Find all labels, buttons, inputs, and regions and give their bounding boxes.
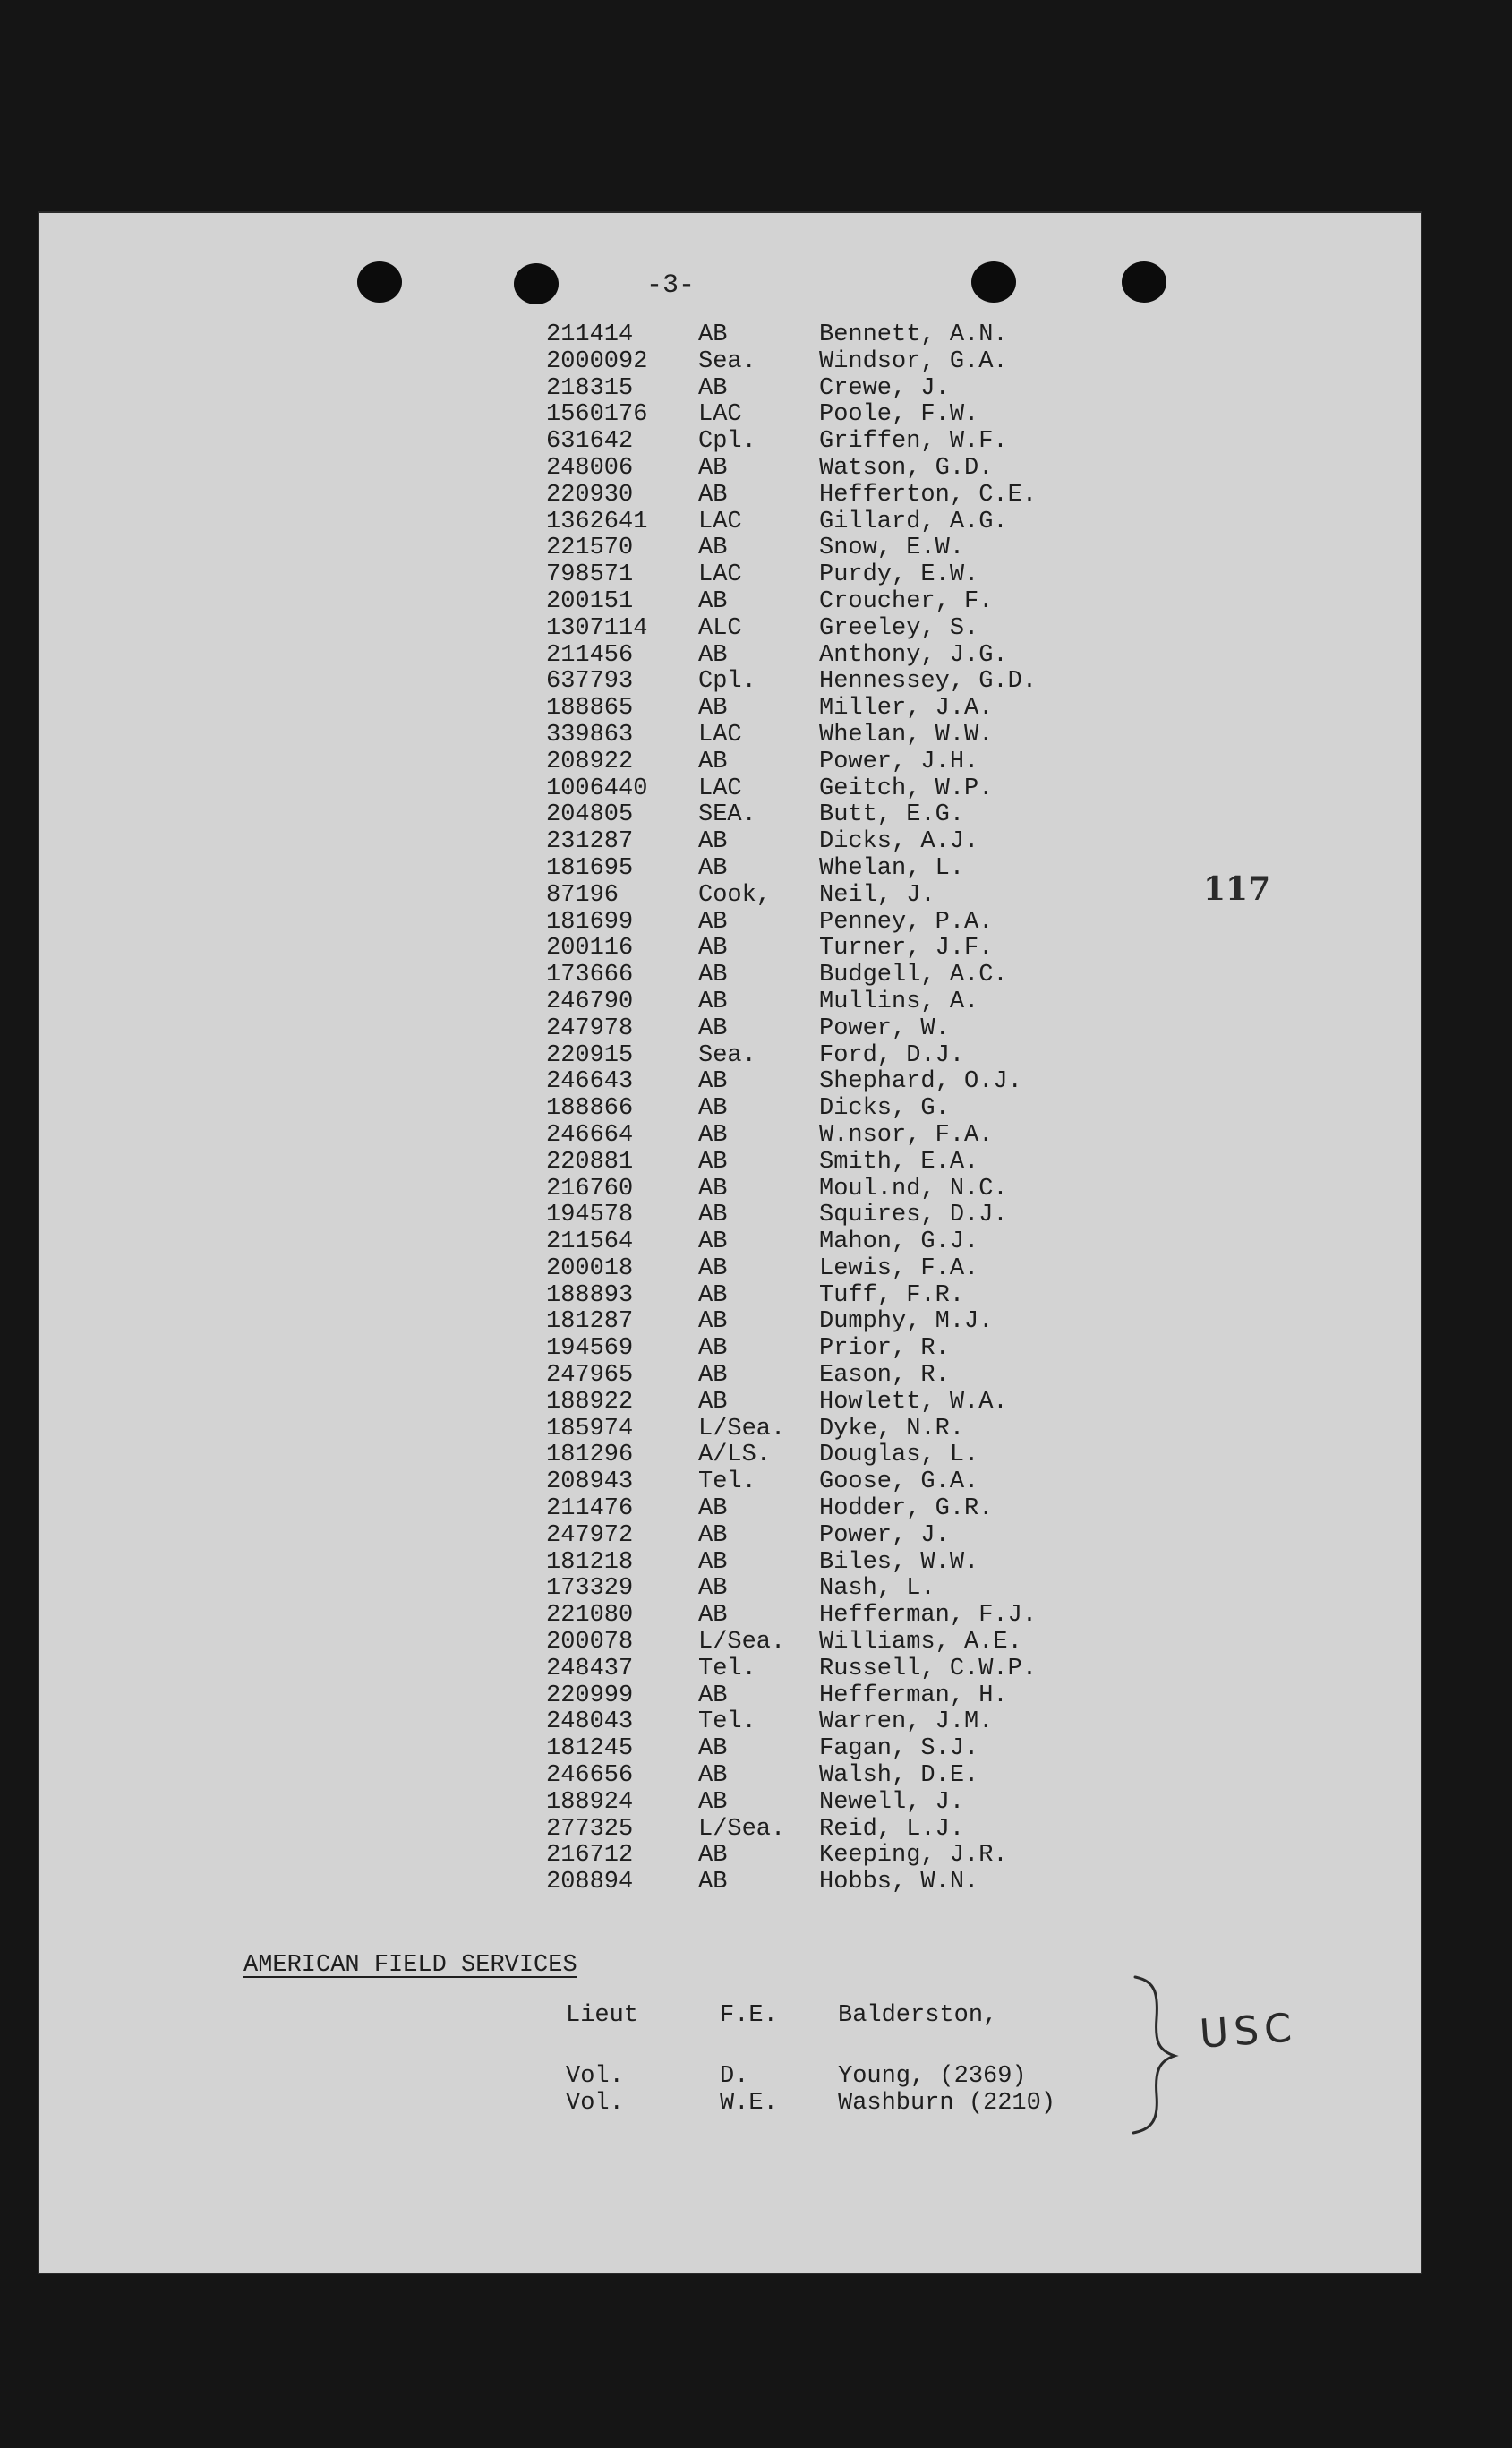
roster-row <box>546 1256 1141 1283</box>
afs-heading: AMERICAN FIELD SERVICES <box>243 1952 577 1979</box>
roster-rank: Cpl. <box>698 428 756 456</box>
roster-rank: AB <box>698 828 728 856</box>
roster-row <box>546 1203 1141 1229</box>
roster-service-number: 1006440 <box>546 775 648 802</box>
roster-service-number: 181287 <box>546 1308 634 1336</box>
roster-row <box>546 1123 1141 1150</box>
afs-name: Balderston, <box>838 2002 998 2029</box>
roster-service-number: 181695 <box>546 854 634 882</box>
roster-service-number: 194569 <box>546 1335 634 1363</box>
roster-rank: AB <box>698 1602 728 1630</box>
roster-row <box>546 963 1141 989</box>
roster-name: Hefferman, F.J. <box>819 1602 1038 1630</box>
roster-name: Gillard, A.G. <box>819 508 1008 535</box>
roster-service-number: 246643 <box>546 1068 634 1096</box>
roster-name: Moul.nd, N.C. <box>819 1175 1008 1203</box>
roster-name: Snow, E.W. <box>819 535 965 562</box>
roster-row <box>546 402 1141 429</box>
roster-name: Tuff, F.R. <box>819 1281 965 1309</box>
roster-name: Miller, J.A. <box>819 695 994 723</box>
roster-rank: AB <box>698 962 728 989</box>
roster-row <box>546 1150 1141 1177</box>
roster-rank: AB <box>698 1254 728 1282</box>
roster-service-number: 248043 <box>546 1708 634 1736</box>
roster-name: Watson, G.D. <box>819 454 994 482</box>
roster-name: Poole, F.W. <box>819 401 979 429</box>
roster-row <box>546 829 1141 856</box>
roster-row <box>546 1576 1141 1603</box>
roster-service-number: 211414 <box>546 321 634 348</box>
roster-row <box>546 1069 1141 1096</box>
roster-name: Nash, L. <box>819 1575 935 1603</box>
roster-service-number: 188924 <box>546 1788 634 1816</box>
roster-name: Shephard, O.J. <box>819 1068 1022 1096</box>
roster-service-number: 1560176 <box>546 401 648 429</box>
roster-service-number: 211456 <box>546 641 634 669</box>
roster-rank: AB <box>698 1788 728 1816</box>
punch-hole <box>514 263 559 304</box>
roster-service-number: 246656 <box>546 1762 634 1790</box>
roster-name: Hennessey, G.D. <box>819 668 1038 696</box>
roster-row <box>546 936 1141 963</box>
roster-row <box>546 1763 1141 1790</box>
roster-rank: A/LS. <box>698 1442 772 1469</box>
roster-rank: AB <box>698 1362 728 1390</box>
roster-name: Whelan, W.W. <box>819 721 994 749</box>
roster-service-number: 1362641 <box>546 508 648 535</box>
roster-service-number: 1307114 <box>546 614 648 642</box>
afs-member-row <box>566 2002 997 2029</box>
roster-name: Greeley, S. <box>819 614 979 642</box>
roster-row <box>546 1683 1141 1710</box>
roster-name: Ford, D.J. <box>819 1041 965 1069</box>
roster-service-number: 173329 <box>546 1575 634 1603</box>
roster-row <box>546 562 1141 589</box>
roster-rank: AB <box>698 1175 728 1203</box>
roster-rank: AB <box>698 908 728 936</box>
afs-name: Washburn (2210) <box>838 2090 1056 2117</box>
roster-service-number: 247978 <box>546 1014 634 1042</box>
roster-service-number: 2000092 <box>546 347 648 375</box>
roster-row <box>546 1790 1141 1817</box>
afs-initials: F.E. <box>720 2002 778 2029</box>
roster-name: Hefferman, H. <box>819 1682 1008 1709</box>
roster-rank: Sea. <box>698 347 756 375</box>
roster-service-number: 220915 <box>546 1041 634 1069</box>
roster-name: Hefferton, C.E. <box>819 481 1038 509</box>
roster-name: Penney, P.A. <box>819 908 994 936</box>
roster-name: Keeping, J.R. <box>819 1842 1008 1870</box>
afs-initials: D. <box>720 2063 749 2090</box>
roster-row <box>546 1417 1141 1443</box>
roster-rank: AB <box>698 1735 728 1763</box>
roster-service-number: 204805 <box>546 801 634 829</box>
roster-service-number: 181296 <box>546 1442 634 1469</box>
roster-name: Russell, C.W.P. <box>819 1655 1038 1682</box>
roster-rank: AB <box>698 1095 728 1123</box>
roster-name: Smith, E.A. <box>819 1148 979 1176</box>
roster-row <box>546 1469 1141 1496</box>
roster-name: Reid, L.J. <box>819 1815 965 1843</box>
roster-rank: AB <box>698 587 728 615</box>
roster-name: Dyke, N.R. <box>819 1415 965 1442</box>
handwritten-note: USC <box>1198 2005 1299 2058</box>
roster-service-number: 188893 <box>546 1281 634 1309</box>
roster-name: Warren, J.M. <box>819 1708 994 1736</box>
roster-name: Power, J. <box>819 1521 950 1549</box>
roster-rank: Sea. <box>698 1041 756 1069</box>
roster-row <box>546 989 1141 1016</box>
roster-rank: LAC <box>698 721 742 749</box>
roster-rank: L/Sea. <box>698 1815 786 1843</box>
roster-name: Howlett, W.A. <box>819 1388 1008 1416</box>
roster-rank: ALC <box>698 614 742 642</box>
roster-rank: AB <box>698 935 728 963</box>
roster-name: Mullins, A. <box>819 988 979 1015</box>
afs-name: Young, (2369) <box>838 2063 1027 2090</box>
roster-service-number: 208894 <box>546 1869 634 1896</box>
roster-name: Walsh, D.E. <box>819 1762 979 1790</box>
roster-name: Dicks, A.J. <box>819 828 979 856</box>
roster-row <box>546 1630 1141 1656</box>
roster-row <box>546 749 1141 776</box>
roster-row <box>546 1363 1141 1390</box>
curly-bracket-icon <box>1128 1973 1182 2135</box>
roster-row <box>546 1496 1141 1523</box>
roster-rank: AB <box>698 748 728 775</box>
roster-service-number: 246664 <box>546 1121 634 1149</box>
roster-service-number: 248437 <box>546 1655 634 1682</box>
roster-name: Purdy, E.W. <box>819 561 979 589</box>
roster-service-number: 221570 <box>546 535 634 562</box>
roster-service-number: 798571 <box>546 561 634 589</box>
roster-name: Croucher, F. <box>819 587 994 615</box>
roster-name: Dicks, G. <box>819 1095 950 1123</box>
roster-service-number: 221080 <box>546 1602 634 1630</box>
roster-row <box>546 1283 1141 1310</box>
roster-name: Squires, D.J. <box>819 1202 1008 1229</box>
roster-rank: LAC <box>698 775 742 802</box>
roster-rank: L/Sea. <box>698 1415 786 1442</box>
roster-row <box>546 1442 1141 1469</box>
roster-row <box>546 802 1141 829</box>
roster-rank: AB <box>698 1869 728 1896</box>
roster-name: Douglas, L. <box>819 1442 979 1469</box>
roster-service-number: 208943 <box>546 1468 634 1496</box>
roster-rank: AB <box>698 1548 728 1576</box>
roster-rank: LAC <box>698 401 742 429</box>
roster-name: Eason, R. <box>819 1362 950 1390</box>
roster-service-number: 185974 <box>546 1415 634 1442</box>
roster-service-number: 248006 <box>546 454 634 482</box>
roster-service-number: 218315 <box>546 374 634 402</box>
roster-rank: AB <box>698 1308 728 1336</box>
roster-name: Hodder, G.R. <box>819 1495 994 1523</box>
roster-row <box>546 429 1141 456</box>
roster-rank: AB <box>698 1202 728 1229</box>
roster-row <box>546 616 1141 643</box>
roster-row <box>546 1870 1141 1896</box>
roster-service-number: 181245 <box>546 1735 634 1763</box>
roster-service-number: 631642 <box>546 428 634 456</box>
roster-name: Power, W. <box>819 1014 950 1042</box>
afs-title: Vol. <box>566 2063 624 2090</box>
roster-rank: Tel. <box>698 1655 756 1682</box>
roster-service-number: 200078 <box>546 1629 634 1656</box>
roster-row <box>546 1603 1141 1630</box>
afs-member-row <box>566 2063 1027 2090</box>
roster-rank: AB <box>698 854 728 882</box>
roster-service-number: 220999 <box>546 1682 634 1709</box>
roster-row <box>546 643 1141 670</box>
roster-service-number: 194578 <box>546 1202 634 1229</box>
roster-row <box>546 1309 1141 1336</box>
roster-row <box>546 1843 1141 1870</box>
roster-service-number: 216760 <box>546 1175 634 1203</box>
roster-rank: SEA. <box>698 801 756 829</box>
roster-rank: Cook, <box>698 881 772 909</box>
roster-service-number: 200018 <box>546 1254 634 1282</box>
roster-rank: AB <box>698 1148 728 1176</box>
page-number: -3- <box>646 270 696 301</box>
afs-title: Lieut <box>566 2002 639 2029</box>
roster-service-number: 211476 <box>546 1495 634 1523</box>
roster-service-number: 188866 <box>546 1095 634 1123</box>
roster-row <box>546 1336 1141 1363</box>
roster-rank: AB <box>698 535 728 562</box>
roster-name: Goose, G.A. <box>819 1468 979 1496</box>
roster-row <box>546 456 1141 483</box>
roster-name: Windsor, G.A. <box>819 347 1008 375</box>
roster-rank: Tel. <box>698 1468 756 1496</box>
roster-name: Fagan, S.J. <box>819 1735 979 1763</box>
roster-row <box>546 483 1141 509</box>
roster-row <box>546 723 1141 749</box>
roster-rank: LAC <box>698 508 742 535</box>
roster-rank: AB <box>698 1335 728 1363</box>
roster-name: Bennett, A.N. <box>819 321 1008 348</box>
roster-row <box>546 1177 1141 1203</box>
roster-row <box>546 1390 1141 1417</box>
roster-name: Power, J.H. <box>819 748 979 775</box>
roster-row <box>546 1550 1141 1577</box>
roster-row <box>546 1096 1141 1123</box>
personnel-roster <box>546 322 1141 1896</box>
roster-row <box>546 1736 1141 1763</box>
roster-name: Budgell, A.C. <box>819 962 1008 989</box>
roster-service-number: 181699 <box>546 908 634 936</box>
roster-name: Neil, J. <box>819 881 935 909</box>
roster-service-number: 200116 <box>546 935 634 963</box>
roster-rank: AB <box>698 454 728 482</box>
roster-rank: AB <box>698 1495 728 1523</box>
roster-row <box>546 376 1141 403</box>
roster-row <box>546 1817 1141 1844</box>
roster-row <box>546 349 1141 376</box>
roster-row <box>546 535 1141 562</box>
roster-rank: AB <box>698 374 728 402</box>
roster-name: Mahon, G.J. <box>819 1228 979 1256</box>
roster-service-number: 220881 <box>546 1148 634 1176</box>
roster-name: Newell, J. <box>819 1788 965 1816</box>
document-page <box>38 211 1422 2274</box>
roster-row <box>546 509 1141 536</box>
roster-service-number: 246790 <box>546 988 634 1015</box>
roster-rank: LAC <box>698 561 742 589</box>
afs-title: Vol. <box>566 2090 624 2117</box>
roster-rank: AB <box>698 1842 728 1870</box>
roster-service-number: 181218 <box>546 1548 634 1576</box>
roster-row <box>546 910 1141 937</box>
roster-name: Crewe, J. <box>819 374 950 402</box>
roster-row <box>546 883 1141 910</box>
roster-rank: AB <box>698 1228 728 1256</box>
roster-rank: Cpl. <box>698 668 756 696</box>
roster-row <box>546 696 1141 723</box>
roster-name: Butt, E.G. <box>819 801 965 829</box>
roster-row <box>546 669 1141 696</box>
roster-row <box>546 322 1141 349</box>
roster-row <box>546 1016 1141 1043</box>
roster-name: Lewis, F.A. <box>819 1254 979 1282</box>
roster-name: Dumphy, M.J. <box>819 1308 994 1336</box>
roster-rank: AB <box>698 1521 728 1549</box>
roster-service-number: 637793 <box>546 668 634 696</box>
roster-name: Geitch, W.P. <box>819 775 994 802</box>
roster-row <box>546 1523 1141 1550</box>
roster-name: Prior, R. <box>819 1335 950 1363</box>
roster-rank: AB <box>698 1388 728 1416</box>
roster-row <box>546 1709 1141 1736</box>
roster-rank: AB <box>698 1014 728 1042</box>
roster-name: Williams, A.E. <box>819 1629 1022 1656</box>
afs-initials: W.E. <box>720 2090 778 2117</box>
roster-row <box>546 1229 1141 1256</box>
roster-service-number: 211564 <box>546 1228 634 1256</box>
punch-hole <box>357 261 402 303</box>
roster-service-number: 173666 <box>546 962 634 989</box>
roster-row <box>546 1043 1141 1070</box>
roster-row <box>546 1656 1141 1683</box>
roster-service-number: 208922 <box>546 748 634 775</box>
roster-service-number: 231287 <box>546 828 634 856</box>
roster-service-number: 220930 <box>546 481 634 509</box>
margin-stamp: 117 <box>1203 870 1271 908</box>
roster-rank: Tel. <box>698 1708 756 1736</box>
roster-row <box>546 589 1141 616</box>
roster-service-number: 277325 <box>546 1815 634 1843</box>
roster-name: Turner, J.F. <box>819 935 994 963</box>
roster-rank: AB <box>698 988 728 1015</box>
roster-name: W.nsor, F.A. <box>819 1121 994 1149</box>
roster-service-number: 188865 <box>546 695 634 723</box>
roster-name: Anthony, J.G. <box>819 641 1008 669</box>
roster-row <box>546 776 1141 803</box>
roster-rank: AB <box>698 641 728 669</box>
roster-rank: AB <box>698 1281 728 1309</box>
roster-service-number: 188922 <box>546 1388 634 1416</box>
roster-service-number: 216712 <box>546 1842 634 1870</box>
roster-service-number: 247965 <box>546 1362 634 1390</box>
roster-rank: L/Sea. <box>698 1629 786 1656</box>
roster-service-number: 339863 <box>546 721 634 749</box>
roster-rank: AB <box>698 1068 728 1096</box>
punch-hole <box>971 261 1016 303</box>
roster-name: Biles, W.W. <box>819 1548 979 1576</box>
roster-rank: AB <box>698 1121 728 1149</box>
roster-row <box>546 856 1141 883</box>
roster-rank: AB <box>698 695 728 723</box>
roster-rank: AB <box>698 1762 728 1790</box>
roster-name: Whelan, L. <box>819 854 965 882</box>
roster-name: Griffen, W.F. <box>819 428 1008 456</box>
roster-service-number: 200151 <box>546 587 634 615</box>
afs-member-row <box>566 2090 1055 2117</box>
roster-rank: AB <box>698 481 728 509</box>
roster-rank: AB <box>698 1575 728 1603</box>
roster-rank: AB <box>698 321 728 348</box>
roster-service-number: 87196 <box>546 881 619 909</box>
punch-hole <box>1122 261 1166 303</box>
roster-service-number: 247972 <box>546 1521 634 1549</box>
roster-rank: AB <box>698 1682 728 1709</box>
roster-name: Hobbs, W.N. <box>819 1869 979 1896</box>
